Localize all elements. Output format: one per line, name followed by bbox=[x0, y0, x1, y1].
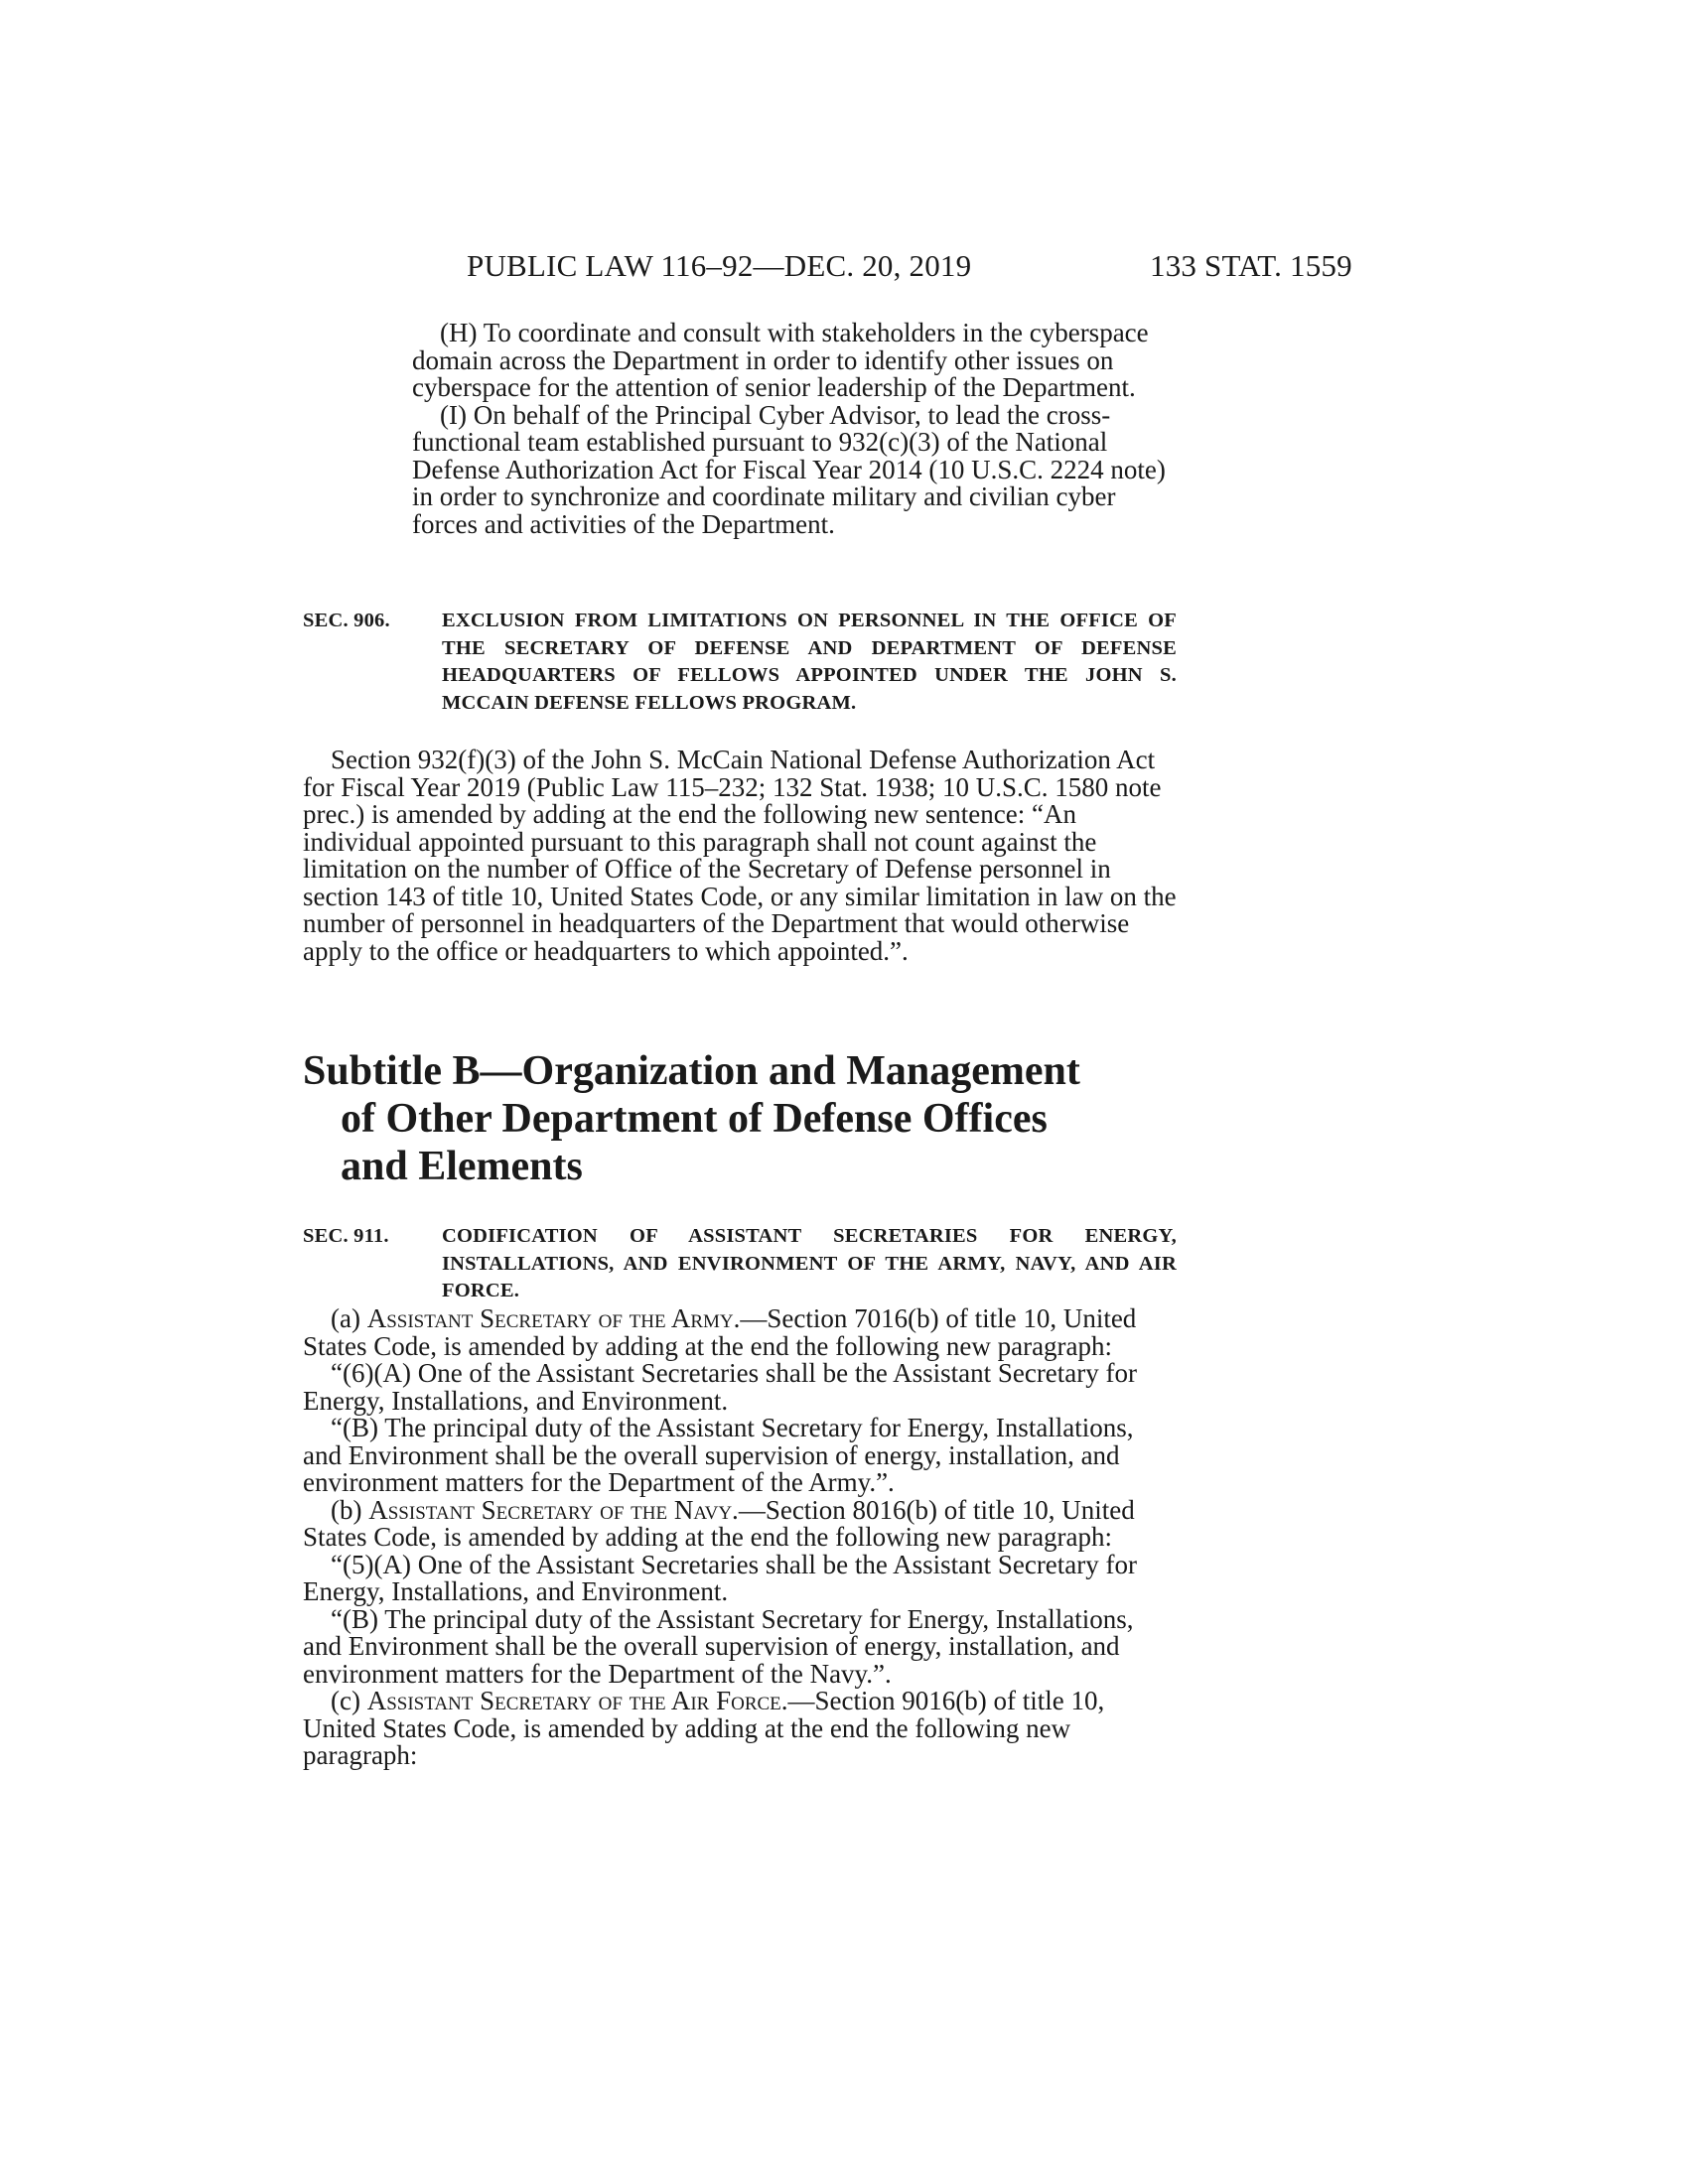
section-911-heading bbox=[303, 1223, 1177, 1305]
subtitle-line-1: Subtitle B—Organization and Management bbox=[303, 1048, 1080, 1094]
stat-citation: 133 STAT. 1559 bbox=[1150, 248, 1352, 283]
subsection-a-body: —Section 7016(b) of title 10, United States Code, is amended by adding at the end the following new paragraph: bbox=[303, 1303, 1137, 1361]
subsection-b-label: (b) bbox=[331, 1494, 362, 1525]
subtitle-line-3: and Elements bbox=[341, 1144, 583, 1189]
section-911-body bbox=[303, 1305, 1177, 1770]
section-906-body bbox=[303, 747, 1177, 965]
section-911-number: SEC. 911. bbox=[303, 1225, 389, 1247]
subsection-a-6a: “(6)(A) One of the Assistant Secretaries shall be the Assistant Secretary for Energy, Installations, and Environment. bbox=[303, 1358, 1138, 1416]
subsection-c-body: —Section 9016(b) of title 10, United States Code, is amended by adding at the end the following new paragraph: bbox=[303, 1686, 1105, 1770]
subsection-a bbox=[303, 1305, 1177, 1360]
running-head: PUBLIC LAW 116–92—DEC. 20, 2019 bbox=[467, 248, 972, 283]
subtitle-line-2: of Other Department of Defense Offices bbox=[341, 1096, 1048, 1142]
subsection-b-b: “(B) The principal duty of the Assistant Secretary for Energy, Installations, and Environment shall be the overall supervision of energy, installation, and environment matters for the Department of the Navy.”. bbox=[303, 1603, 1134, 1689]
subsection-a-b: “(B) The principal duty of the Assistant Secretary for Energy, Installations, and Environment shall be the overall supervision of energy, installation, and environment matters for the Department of the Army.”. bbox=[303, 1413, 1134, 1497]
subsection-c bbox=[303, 1688, 1177, 1770]
subtitle-heading bbox=[303, 1047, 1196, 1190]
subsection-c-label: (c) bbox=[331, 1686, 360, 1715]
subsection-b-body: —Section 8016(b) of title 10, United States Code, is amended by adding at the end the following new paragraph: bbox=[303, 1494, 1135, 1552]
paragraph-h: (H) To coordinate and consult with stakeholders in the cyberspace domain across the Department in order to identify other issues on cyberspace for the attention of senior leadership of the Department. bbox=[412, 318, 1149, 402]
subsection-b-heading: Assistant Secretary of the Navy. bbox=[368, 1494, 739, 1525]
paragraph-i: (I) On behalf of the Principal Cyber Advisor, to lead the cross-functional team established pursuant to 932(c)(3) of the National Defense Authorization Act for Fiscal Year 2014 (10 U.S.C. 2224 note) in order to synchronize and coordinate military and civilian cyber forces and activities of the Department. bbox=[412, 399, 1166, 539]
subsection-b-5a: “(5)(A) One of the Assistant Secretaries shall be the Assistant Secretary for Energy, Installations, and Environment. bbox=[303, 1549, 1138, 1606]
section-906-title: EXCLUSION FROM LIMITATIONS ON PERSONNEL IN THE OFFICE OF THE SECRETARY OF DEFENSE AND DEPARTMENT OF DEFENSE HEADQUARTERS OF FELLOWS APPOINTED UNDER THE JOHN S. MCCAIN DEFENSE FELLOWS PROGRAM. bbox=[442, 610, 1177, 714]
section-906-number: SEC. 906. bbox=[303, 610, 390, 631]
subsection-a-heading: Assistant Secretary of the Army. bbox=[366, 1303, 741, 1333]
section-911-title: CODIFICATION OF ASSISTANT SECRETARIES FOR ENERGY, INSTALLATIONS, AND ENVIRONMENT OF THE ARMY, NAVY, AND AIR FORCE. bbox=[442, 1225, 1177, 1301]
subsection-b bbox=[303, 1494, 1177, 1552]
subsection-c-heading: Assistant Secretary of the Air Force. bbox=[366, 1686, 788, 1715]
subsection-a-label: (a) bbox=[331, 1303, 360, 1333]
continuation-block bbox=[412, 320, 1177, 538]
section-906-text: Section 932(f)(3) of the John S. McCain National Defense Authorization Act for Fiscal Year 2019 (Public Law 115–232; 132 Stat. 1938; 10 U.S.C. 1580 note prec.) is amended by adding at the end the following new sentence: “An individual appointed pursuant to this paragraph shall not count against the limitation on the number of Office of the Secretary of Defense personnel in section 143 of title 10, United States Code, or any similar limitation in law on the number of personnel in headquarters of the Department that would otherwise apply to the office or headquarters to which appointed.”. bbox=[303, 745, 1177, 966]
section-906-heading bbox=[303, 608, 1177, 717]
